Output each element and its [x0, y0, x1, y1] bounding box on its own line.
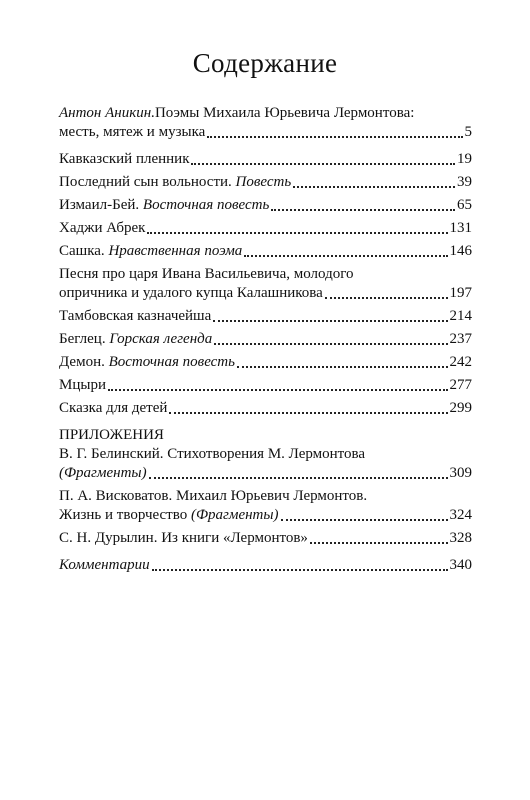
- entry-title: Сашка.: [59, 243, 105, 259]
- dot-leader: [191, 163, 455, 165]
- page-number: 309: [449, 465, 472, 481]
- entry-title-continued: опричника и удалого купца Калашникова: [59, 285, 323, 301]
- toc-entry-aniskin-essay: [59, 104, 472, 142]
- dot-leader: [207, 136, 462, 138]
- page-number: 65: [457, 197, 472, 213]
- toc-entry: [59, 399, 472, 418]
- dot-leader: [108, 389, 448, 391]
- page-number: 328: [449, 530, 472, 546]
- entry-subtitle: (Фрагменты): [190, 507, 279, 523]
- dot-leader: [149, 477, 448, 479]
- entry-subtitle: (Фрагменты): [59, 465, 147, 481]
- entry-author: Антон Аникин.: [59, 105, 155, 121]
- page-number: 237: [449, 331, 472, 347]
- entry-title: В. Г. Белинский. Стихотворения М. Лермонтова: [59, 446, 366, 462]
- commentary-entry: [59, 556, 472, 575]
- dot-leader: [237, 366, 448, 368]
- entry-title: Кавказский пленник: [59, 151, 190, 167]
- entry-title-continued: Жизнь и творчество: [59, 507, 188, 523]
- page-number: 299: [449, 400, 472, 416]
- page-number: 131: [449, 220, 472, 236]
- toc-entry: [59, 150, 472, 169]
- page-number: 242: [449, 354, 472, 370]
- page-title: Содержание: [192, 48, 338, 78]
- toc-entry: [59, 330, 472, 349]
- page-number: 5: [464, 124, 472, 140]
- dot-leader: [281, 519, 448, 521]
- entry-subtitle: Нравственная поэма: [108, 243, 243, 259]
- page-number: 324: [449, 507, 472, 523]
- toc-entry: [59, 173, 472, 192]
- appendix-entry: [59, 529, 472, 548]
- appendix-entry: [59, 445, 472, 483]
- page-number: 214: [449, 308, 472, 324]
- table-of-contents: [59, 104, 472, 579]
- entry-title: С. Н. Дурылин. Из книги «Лермонтов»: [59, 530, 308, 546]
- entry-title: Демон.: [59, 354, 105, 370]
- entry-title: Последний сын вольности.: [59, 174, 232, 190]
- entry-title-continued: месть, мятеж и музыка: [59, 124, 206, 140]
- entry-title: Сказка для детей: [59, 400, 168, 416]
- entry-title: Тамбовская казначейша: [59, 308, 212, 324]
- entry-title: Беглец.: [59, 331, 106, 347]
- toc-entry: [59, 265, 472, 303]
- dot-leader: [169, 412, 447, 414]
- entry-subtitle: Восточная повесть: [108, 354, 235, 370]
- entry-title: Песня про царя Ивана Васильевича, молодого: [59, 266, 354, 282]
- entry-title: П. А. Висковатов. Михаил Юрьевич Лермонтов.: [59, 488, 368, 504]
- dot-leader: [293, 186, 455, 188]
- toc-entry: [59, 376, 472, 395]
- entry-subtitle: Горская легенда: [109, 331, 213, 347]
- toc-entry: [59, 219, 472, 238]
- page-number: 39: [457, 174, 472, 190]
- dot-leader: [325, 297, 448, 299]
- entry-title: Измаил-Бей.: [59, 197, 140, 213]
- entry-title: Хаджи Абрек: [59, 220, 146, 236]
- dot-leader: [152, 569, 448, 571]
- dot-leader: [214, 343, 447, 345]
- entry-subtitle: Восточная повесть: [142, 197, 270, 213]
- dot-leader: [244, 255, 447, 257]
- toc-entry: [59, 353, 472, 372]
- toc-entry: [59, 196, 472, 215]
- appendix-heading: ПРИЛОЖЕНИЯ: [59, 427, 164, 443]
- page-number: 197: [449, 285, 472, 301]
- toc-entry: [59, 242, 472, 261]
- dot-leader: [147, 232, 447, 234]
- page-number: 146: [449, 243, 472, 259]
- dot-leader: [310, 542, 448, 544]
- entry-title: Комментарии: [59, 557, 150, 573]
- appendix-entry: [59, 487, 472, 525]
- page-number: 340: [449, 557, 472, 573]
- toc-entry: [59, 307, 472, 326]
- dot-leader: [213, 320, 447, 322]
- entry-title: Мцыри: [59, 377, 106, 393]
- page-number: 277: [449, 377, 472, 393]
- dot-leader: [271, 209, 455, 211]
- entry-title: Поэмы Михаила Юрьевича Лермонтова:: [154, 105, 415, 121]
- entry-subtitle: Повесть: [235, 174, 292, 190]
- page-number: 19: [457, 151, 472, 167]
